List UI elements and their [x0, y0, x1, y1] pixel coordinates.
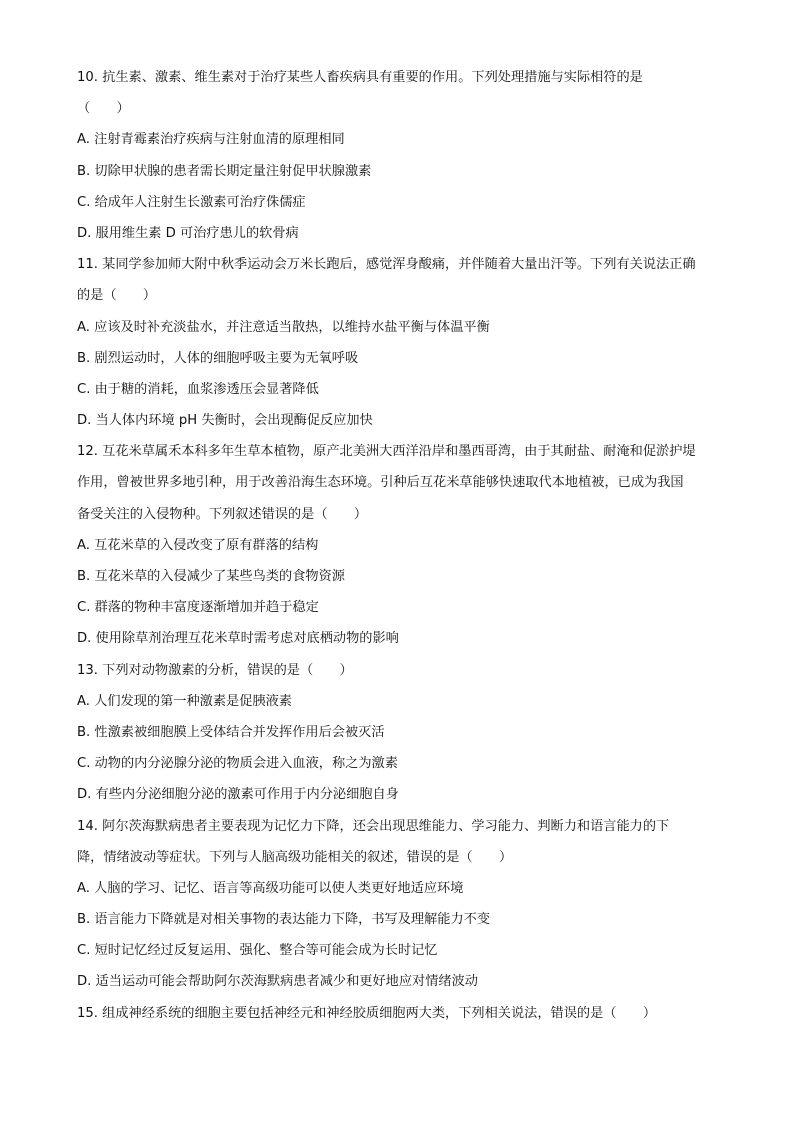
option-a: A. 互花米草的入侵改变了原有群落的结构 [77, 537, 319, 553]
option-b: B. 性激素被细胞膜上受体结合并发挥作用后会被灭活 [77, 724, 385, 740]
question-14 [77, 811, 727, 998]
option-a: A. 人脑的学习、记忆、语言等高级功能可以使人类更好地适应环境 [77, 880, 464, 896]
option-c: C. 由于糖的消耗，血浆渗透压会显著降低 [77, 381, 319, 397]
stem-line: （ ） [77, 101, 130, 117]
stem-line: 备受关注的入侵物种。下列叙述错误的是（ ） [77, 506, 368, 522]
option-b: B. 切除甲状腺的患者需长期定量注射促甲状腺激素 [77, 163, 372, 179]
question-stem [77, 62, 727, 124]
question-stem [77, 655, 727, 686]
option-b: B. 剧烈运动时，人体的细胞呼吸主要为无氧呼吸 [77, 350, 359, 366]
option-a: A. 应该及时补充淡盐水，并注意适当散热，以维持水盐平衡与体温平衡 [77, 319, 490, 335]
question-12 [77, 436, 727, 654]
question-10 [77, 62, 727, 249]
stem-line: 15. 组成神经系统的细胞主要包括神经元和神经胶质细胞两大类，下列相关说法，错误的是（ ） [77, 1005, 657, 1021]
question-stem [77, 249, 727, 311]
question-15 [77, 998, 727, 1029]
stem-line: 13. 下列对动物激素的分析，错误的是（ ） [77, 662, 353, 678]
exam-page [77, 62, 727, 1029]
stem-line: 降，情绪波动等症状。下列与人脑高级功能相关的叙述，错误的是（ ） [77, 849, 513, 865]
option-a: A. 人们发现的第一种激素是促胰液素 [77, 693, 292, 709]
question-13 [77, 655, 727, 811]
option-c: C. 群落的物种丰富度逐渐增加并趋于稳定 [77, 600, 319, 616]
question-11 [77, 249, 727, 436]
option-d: D. 当人体内环境 pH 失衡时，会出现酶促反应加快 [77, 413, 373, 429]
stem-line: 的是（ ） [77, 288, 157, 304]
option-b: B. 互花米草的入侵减少了某些鸟类的食物资源 [77, 569, 345, 584]
stem-line: 作用，曾被世界多地引种，用于改善沿海生态环境。引种后互花米草能够快速取代本地植被，已成为我国 [77, 475, 684, 491]
stem-line: 10. 抗生素、激素、维生素对于治疗某些人畜疾病具有重要的作用。下列处理措施与实际相符的是 [77, 70, 643, 85]
option-d: D. 使用除草剂治理互花米草时需考虑对底栖动物的影响 [77, 631, 399, 647]
stem-line: 11. 某同学参加师大附中秋季运动会万米长跑后，感觉浑身酸痛，并伴随着大量出汗等。下列有关说法正确 [77, 257, 696, 273]
option-c: C. 动物的内分泌腺分泌的物质会进入血液，称之为激素 [77, 756, 398, 772]
stem-line: 14. 阿尔茨海默病患者主要表现为记忆力下降，还会出现思维能力、学习能力、判断力和语言能力的下 [77, 818, 670, 834]
question-stem [77, 998, 727, 1029]
option-d: D. 服用维生素 D 可治疗患儿的软骨病 [77, 225, 299, 241]
option-b: B. 语言能力下降就是对相关事物的表达能力下降，书写及理解能力不变 [77, 912, 491, 928]
question-stem [77, 436, 727, 530]
option-d: D. 有些内分泌细胞分泌的激素可作用于内分泌细胞自身 [77, 787, 399, 803]
question-stem [77, 811, 727, 873]
option-a: A. 注射青霉素治疗疾病与注射血清的原理相同 [77, 132, 345, 148]
option-c: C. 短时记忆经过反复运用、强化、整合等可能会成为长时记忆 [77, 943, 438, 959]
option-c: C. 给成年人注射生长激素可治疗侏儒症 [77, 194, 306, 210]
option-d: D. 适当运动可能会帮助阿尔茨海默病患者减少和更好地应对情绪波动 [77, 974, 478, 990]
stem-line: 12. 互花米草属禾本科多年生草本植物，原产北美洲大西洋沿岸和墨西哥湾，由于其耐盐、耐淹和促淤护堤 [77, 444, 696, 460]
